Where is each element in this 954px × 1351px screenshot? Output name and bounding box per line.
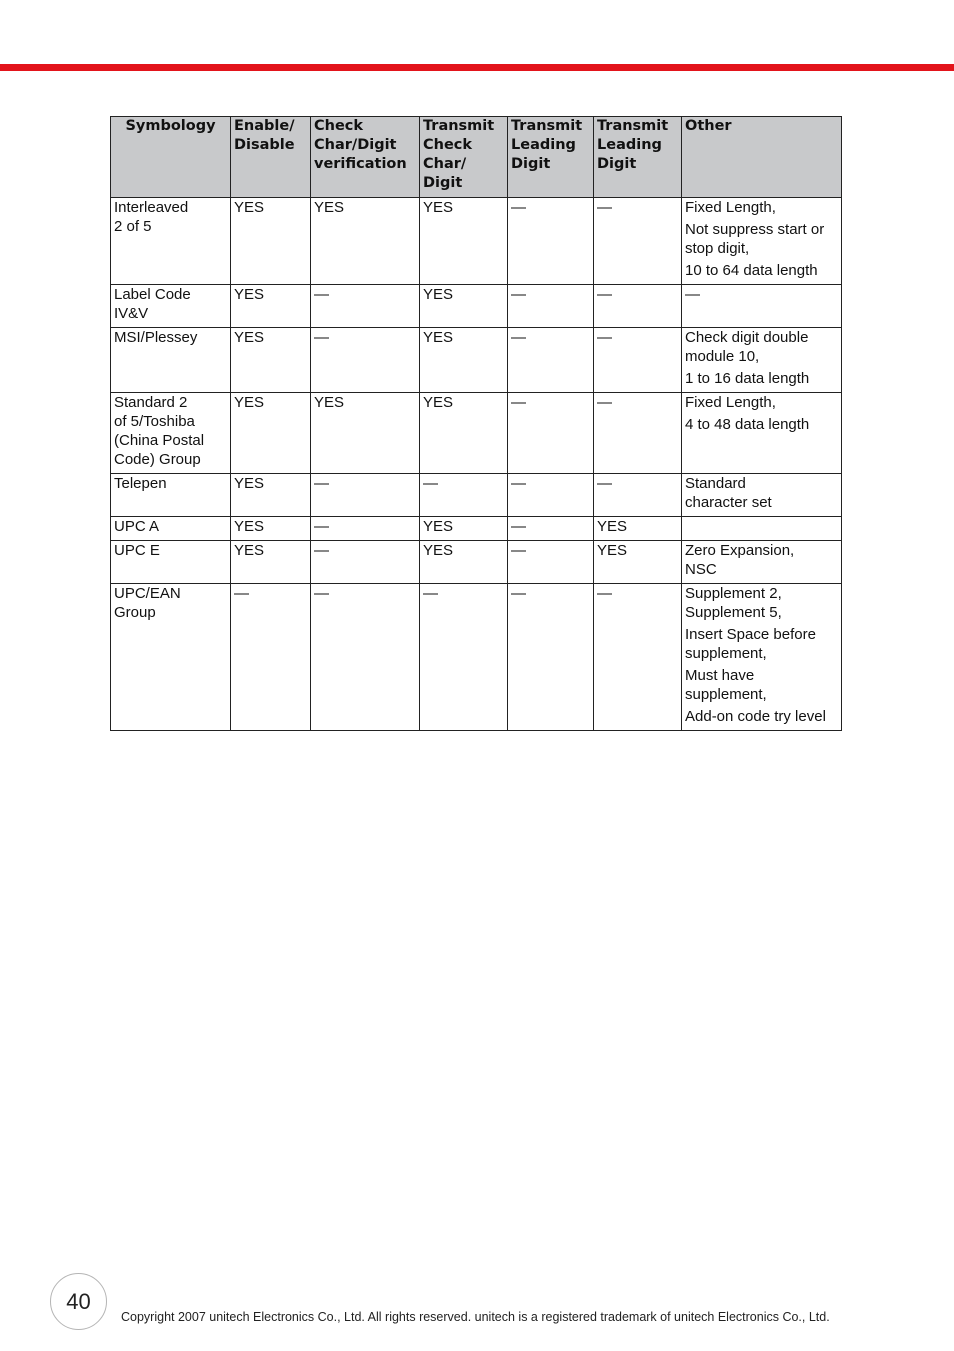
cell-transmit-check (420, 393, 508, 474)
cell-transmit-leading-1 (508, 328, 594, 393)
cell-other (682, 328, 842, 393)
cell-other (682, 285, 842, 328)
cell-transmit-leading-1 (508, 474, 594, 517)
table-row (111, 474, 842, 517)
cell-symbology (111, 584, 231, 731)
cell-text: — (314, 542, 329, 559)
table-row (111, 584, 842, 731)
table-row (111, 517, 842, 541)
cell-other (682, 393, 842, 474)
header-transmit-leading-2: Transmit Leading Digit (594, 117, 682, 198)
symbology-table (110, 116, 842, 731)
cell-symbology (111, 517, 231, 541)
cell-transmit-leading-1 (508, 393, 594, 474)
cell-text: — (597, 475, 612, 492)
cell-text: — (511, 199, 526, 216)
cell-text: — (314, 585, 329, 602)
cell-text: Label Code IV&V (114, 286, 191, 322)
cell-symbology (111, 328, 231, 393)
cell-text: YES (314, 199, 345, 216)
cell-text: YES (597, 518, 628, 535)
cell-symbology (111, 393, 231, 474)
cell-text: — (597, 199, 612, 216)
cell-transmit-check (420, 285, 508, 328)
cell-enable (231, 198, 311, 285)
cell-text: UPC/EAN Group (114, 585, 181, 621)
cell-transmit-leading-1 (508, 198, 594, 285)
cell-transmit-leading-2 (594, 198, 682, 285)
cell-transmit-check (420, 541, 508, 584)
cell-transmit-leading-2 (594, 584, 682, 731)
cell-transmit-leading-2 (594, 541, 682, 584)
cell-text: — (597, 286, 612, 303)
cell-transmit-leading-1 (508, 584, 594, 731)
cell-text: YES (234, 518, 265, 535)
cell-text: — (597, 585, 612, 602)
cell-other (682, 541, 842, 584)
cell-text: Telepen (114, 475, 167, 492)
cell-enable (231, 328, 311, 393)
cell-text: YES (597, 542, 628, 559)
header-other: Other (682, 117, 842, 198)
cell-enable (231, 541, 311, 584)
other-note: Add-on code try level (685, 708, 826, 725)
cell-enable (231, 474, 311, 517)
other-note: Check digit double module 10, (685, 329, 809, 365)
cell-transmit-check (420, 517, 508, 541)
cell-text: — (314, 518, 329, 535)
cell-transmit-check (420, 198, 508, 285)
header-symbology: Symbology (111, 117, 231, 198)
header-check-verification: Check Char/Digit verification (311, 117, 420, 198)
other-note: Zero Expansion, NSC (685, 542, 795, 578)
header-transmit-leading-1: Transmit Leading Digit (508, 117, 594, 198)
other-note: 1 to 16 data length (685, 370, 810, 387)
cell-symbology (111, 541, 231, 584)
cell-text: — (314, 475, 329, 492)
other-note: Must have supplement, (685, 667, 767, 703)
cell-check-verification (311, 285, 420, 328)
cell-text: YES (314, 394, 345, 411)
cell-enable (231, 393, 311, 474)
cell-text: — (511, 329, 526, 346)
other-note: Not suppress start or stop digit, (685, 221, 825, 257)
table-row (111, 198, 842, 285)
table-header-row (111, 117, 842, 198)
cell-check-verification (311, 393, 420, 474)
cell-text: YES (423, 199, 454, 216)
cell-text: — (314, 329, 329, 346)
cell-check-verification (311, 198, 420, 285)
cell-enable (231, 584, 311, 731)
table-row (111, 541, 842, 584)
other-note: Insert Space before supplement, (685, 626, 816, 662)
table-row (111, 285, 842, 328)
cell-text: — (511, 518, 526, 535)
cell-other (682, 584, 842, 731)
other-note: Fixed Length, (685, 394, 776, 411)
cell-text: Standard 2 of 5/Toshiba (China Postal Code) Group (114, 394, 205, 468)
header-accent-rule (0, 64, 954, 71)
cell-text: — (511, 286, 526, 303)
cell-symbology (111, 474, 231, 517)
page-number: 40 (66, 1288, 91, 1314)
cell-transmit-leading-1 (508, 285, 594, 328)
cell-transmit-leading-2 (594, 517, 682, 541)
cell-text: — (511, 394, 526, 411)
table-row (111, 328, 842, 393)
other-note: Supplement 2, Supplement 5, (685, 585, 782, 621)
cell-text: — (234, 585, 249, 602)
cell-other (682, 517, 842, 541)
cell-text: YES (234, 542, 265, 559)
cell-transmit-leading-2 (594, 285, 682, 328)
cell-text: UPC A (114, 518, 160, 535)
header-transmit-check: Transmit Check Char/ Digit (420, 117, 508, 198)
cell-text: — (423, 475, 438, 492)
cell-text: — (597, 329, 612, 346)
cell-text: YES (423, 542, 454, 559)
table-row (111, 393, 842, 474)
cell-text: YES (234, 329, 265, 346)
cell-transmit-check (420, 584, 508, 731)
other-note: Standard character set (685, 475, 772, 511)
cell-text: — (511, 542, 526, 559)
header-enable-disable: Enable/ Disable (231, 117, 311, 198)
cell-text: — (314, 286, 329, 303)
cell-text: — (597, 394, 612, 411)
other-note: — (685, 286, 700, 303)
cell-transmit-leading-2 (594, 474, 682, 517)
cell-symbology (111, 198, 231, 285)
cell-text: YES (423, 329, 454, 346)
cell-text: YES (234, 199, 265, 216)
cell-check-verification (311, 474, 420, 517)
cell-check-verification (311, 584, 420, 731)
cell-enable (231, 517, 311, 541)
cell-symbology (111, 285, 231, 328)
cell-check-verification (311, 328, 420, 393)
cell-text: UPC E (114, 542, 160, 559)
cell-text: YES (234, 394, 265, 411)
other-note: 4 to 48 data length (685, 416, 810, 433)
copyright-footer: Copyright 2007 unitech Electronics Co., Ltd. All rights reserved. unitech is a registered trademark of unitech Electronics Co., Ltd. (121, 1310, 830, 1324)
cell-other (682, 198, 842, 285)
page-number-badge (50, 1273, 107, 1330)
cell-text: — (423, 585, 438, 602)
cell-text: YES (423, 286, 454, 303)
cell-text: YES (234, 286, 265, 303)
cell-other (682, 474, 842, 517)
cell-transmit-leading-1 (508, 517, 594, 541)
cell-transmit-check (420, 474, 508, 517)
cell-text: YES (423, 518, 454, 535)
cell-check-verification (311, 517, 420, 541)
other-note: Fixed Length, (685, 199, 776, 216)
cell-transmit-leading-2 (594, 328, 682, 393)
cell-check-verification (311, 541, 420, 584)
cell-transmit-leading-2 (594, 393, 682, 474)
other-note: 10 to 64 data length (685, 262, 818, 279)
cell-text: — (511, 585, 526, 602)
cell-transmit-leading-1 (508, 541, 594, 584)
cell-transmit-check (420, 328, 508, 393)
cell-text: — (511, 475, 526, 492)
cell-text: Interleaved 2 of 5 (114, 199, 189, 235)
cell-text: YES (423, 394, 454, 411)
cell-text: MSI/Plessey (114, 329, 198, 346)
cell-enable (231, 285, 311, 328)
cell-text: YES (234, 475, 265, 492)
